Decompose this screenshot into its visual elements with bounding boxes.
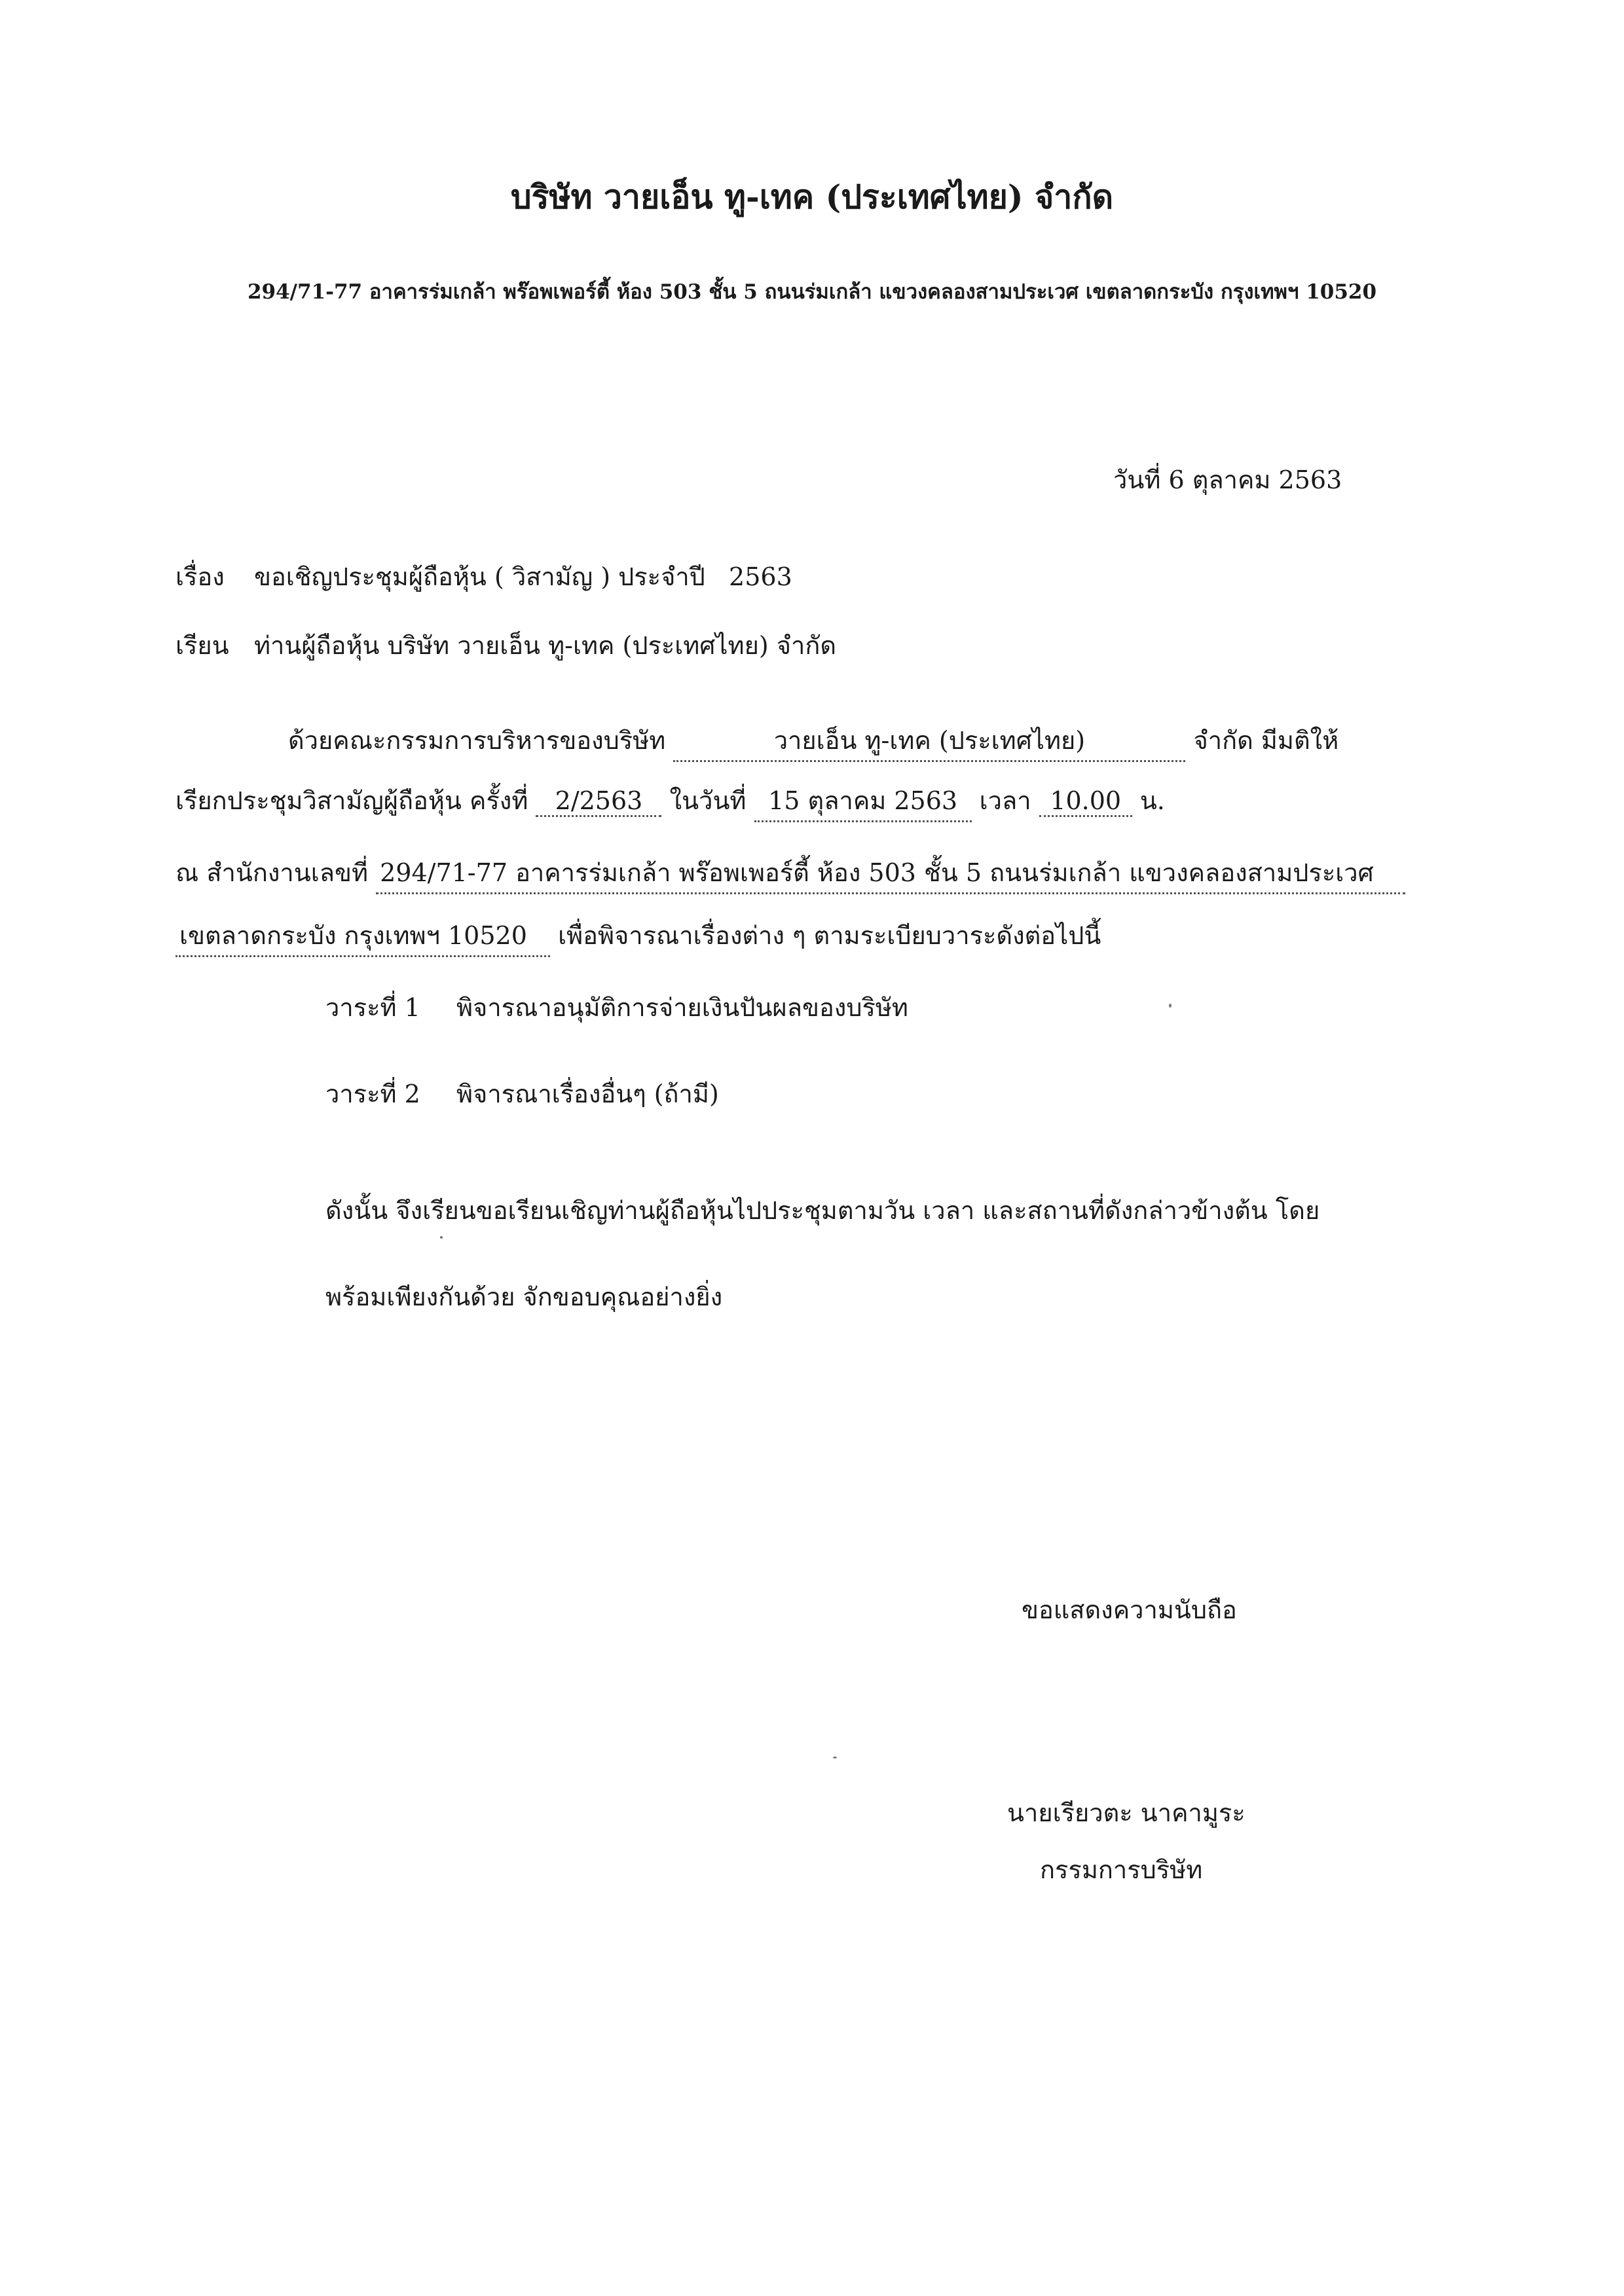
- agenda-number: วาระที่ 2: [325, 1080, 420, 1108]
- body-line-3: [175, 852, 1405, 894]
- body-line1-prefix: ด้วยคณะกรรมการบริหารของบริษัท: [288, 726, 666, 755]
- recipient-text: ท่านผู้ถือหุ้น บริษัท วายเอ็น ทู-เทค (ประเทศไทย) จำกัด: [254, 631, 837, 660]
- agenda-item-2: [325, 1074, 719, 1114]
- on-date-label: ในวันที่: [669, 786, 747, 815]
- agenda-text: พิจารณาอนุมัติการจ่ายเงินปันผลของบริษัท: [456, 993, 908, 1022]
- regards: ขอแสดงความนับถือ: [1022, 1595, 1237, 1624]
- body-line2-prefix: เรียกประชุมวิสามัญผู้ถือหุ้น ครั้งที่: [175, 786, 528, 815]
- agenda-intro: เพื่อพิจารณาเรื่องต่าง ๆ ตามระเบียบวาระดังต่อไปนี้: [558, 921, 1101, 950]
- agenda-number: วาระที่ 1: [325, 993, 420, 1022]
- subject-line: [175, 556, 792, 596]
- letter-date: วันที่ 6 ตุลาคม 2563: [1113, 465, 1342, 494]
- agenda-item-1: [325, 987, 908, 1027]
- venue-address-2: เขตลาดกระบัง กรุงเทพฯ 10520: [175, 915, 550, 957]
- time-label: เวลา: [979, 786, 1031, 815]
- venue-label: ณ สำนักงานเลขที่: [175, 858, 369, 887]
- meeting-date: 15 ตุลาคม 2563: [754, 780, 972, 822]
- recipient-line: [175, 625, 836, 665]
- closing-line-2: พร้อมเพียงกันด้วย จักขอบคุณอย่างยิ่ง: [325, 1283, 723, 1311]
- agenda-text: พิจารณาเรื่องอื่นๆ (ถ้ามี): [456, 1080, 719, 1108]
- body-line-2: [175, 780, 1165, 822]
- meeting-time: 10.00: [1039, 786, 1132, 817]
- scan-speck: [440, 1236, 443, 1239]
- body-line-4: [175, 915, 1101, 957]
- recipient-label: เรียน: [175, 631, 229, 660]
- meeting-number: 2/2563: [536, 786, 661, 817]
- subject-label: เรื่อง: [175, 562, 225, 591]
- closing-line-1: ดังนั้น จึงเรียนขอเรียนเชิญท่านผู้ถือหุ้นไปประชุมตามวัน เวลา และสถานที่ดังกล่าวข้างต้น โดย: [325, 1196, 1320, 1225]
- subject-year: 2563: [729, 562, 792, 591]
- subject-text: ขอเชิญประชุมผู้ถือหุ้น ( วิสามัญ ) ประจำปี: [254, 562, 705, 591]
- scan-speck: [833, 1757, 837, 1758]
- company-name: บริษัท วายเอ็น ทู-เทค (ประเทศไทย) จำกัด: [510, 177, 1114, 216]
- signer-name: นายเรียวตะ นาคามูระ: [1007, 1798, 1246, 1827]
- signer-title: กรรมการบริษัท: [1040, 1855, 1203, 1884]
- venue-address-1: 294/71-77 อาคารร่มเกล้า พร๊อพเพอร์ตี้ ห้อง 503 ชั้น 5 ถนนร่มเกล้า แขวงคลองสามประเวศ: [376, 852, 1405, 894]
- body-line-1: [288, 720, 1338, 762]
- company-address: 294/71-77 อาคารร่มเกล้า พร๊อพเพอร์ตี้ ห้อง 503 ชั้น 5 ถนนร่มเกล้า แขวงคลองสามประเวศ เขตลาดกระบัง กรุงเทพฯ 10520: [247, 280, 1377, 304]
- time-unit: น.: [1139, 786, 1165, 815]
- body-line1-suffix: จำกัด มีมติให้: [1193, 726, 1339, 755]
- company-fill: วายเอ็น ทู-เทค (ประเทศไทย): [673, 720, 1185, 762]
- scan-speck: [1169, 1004, 1172, 1008]
